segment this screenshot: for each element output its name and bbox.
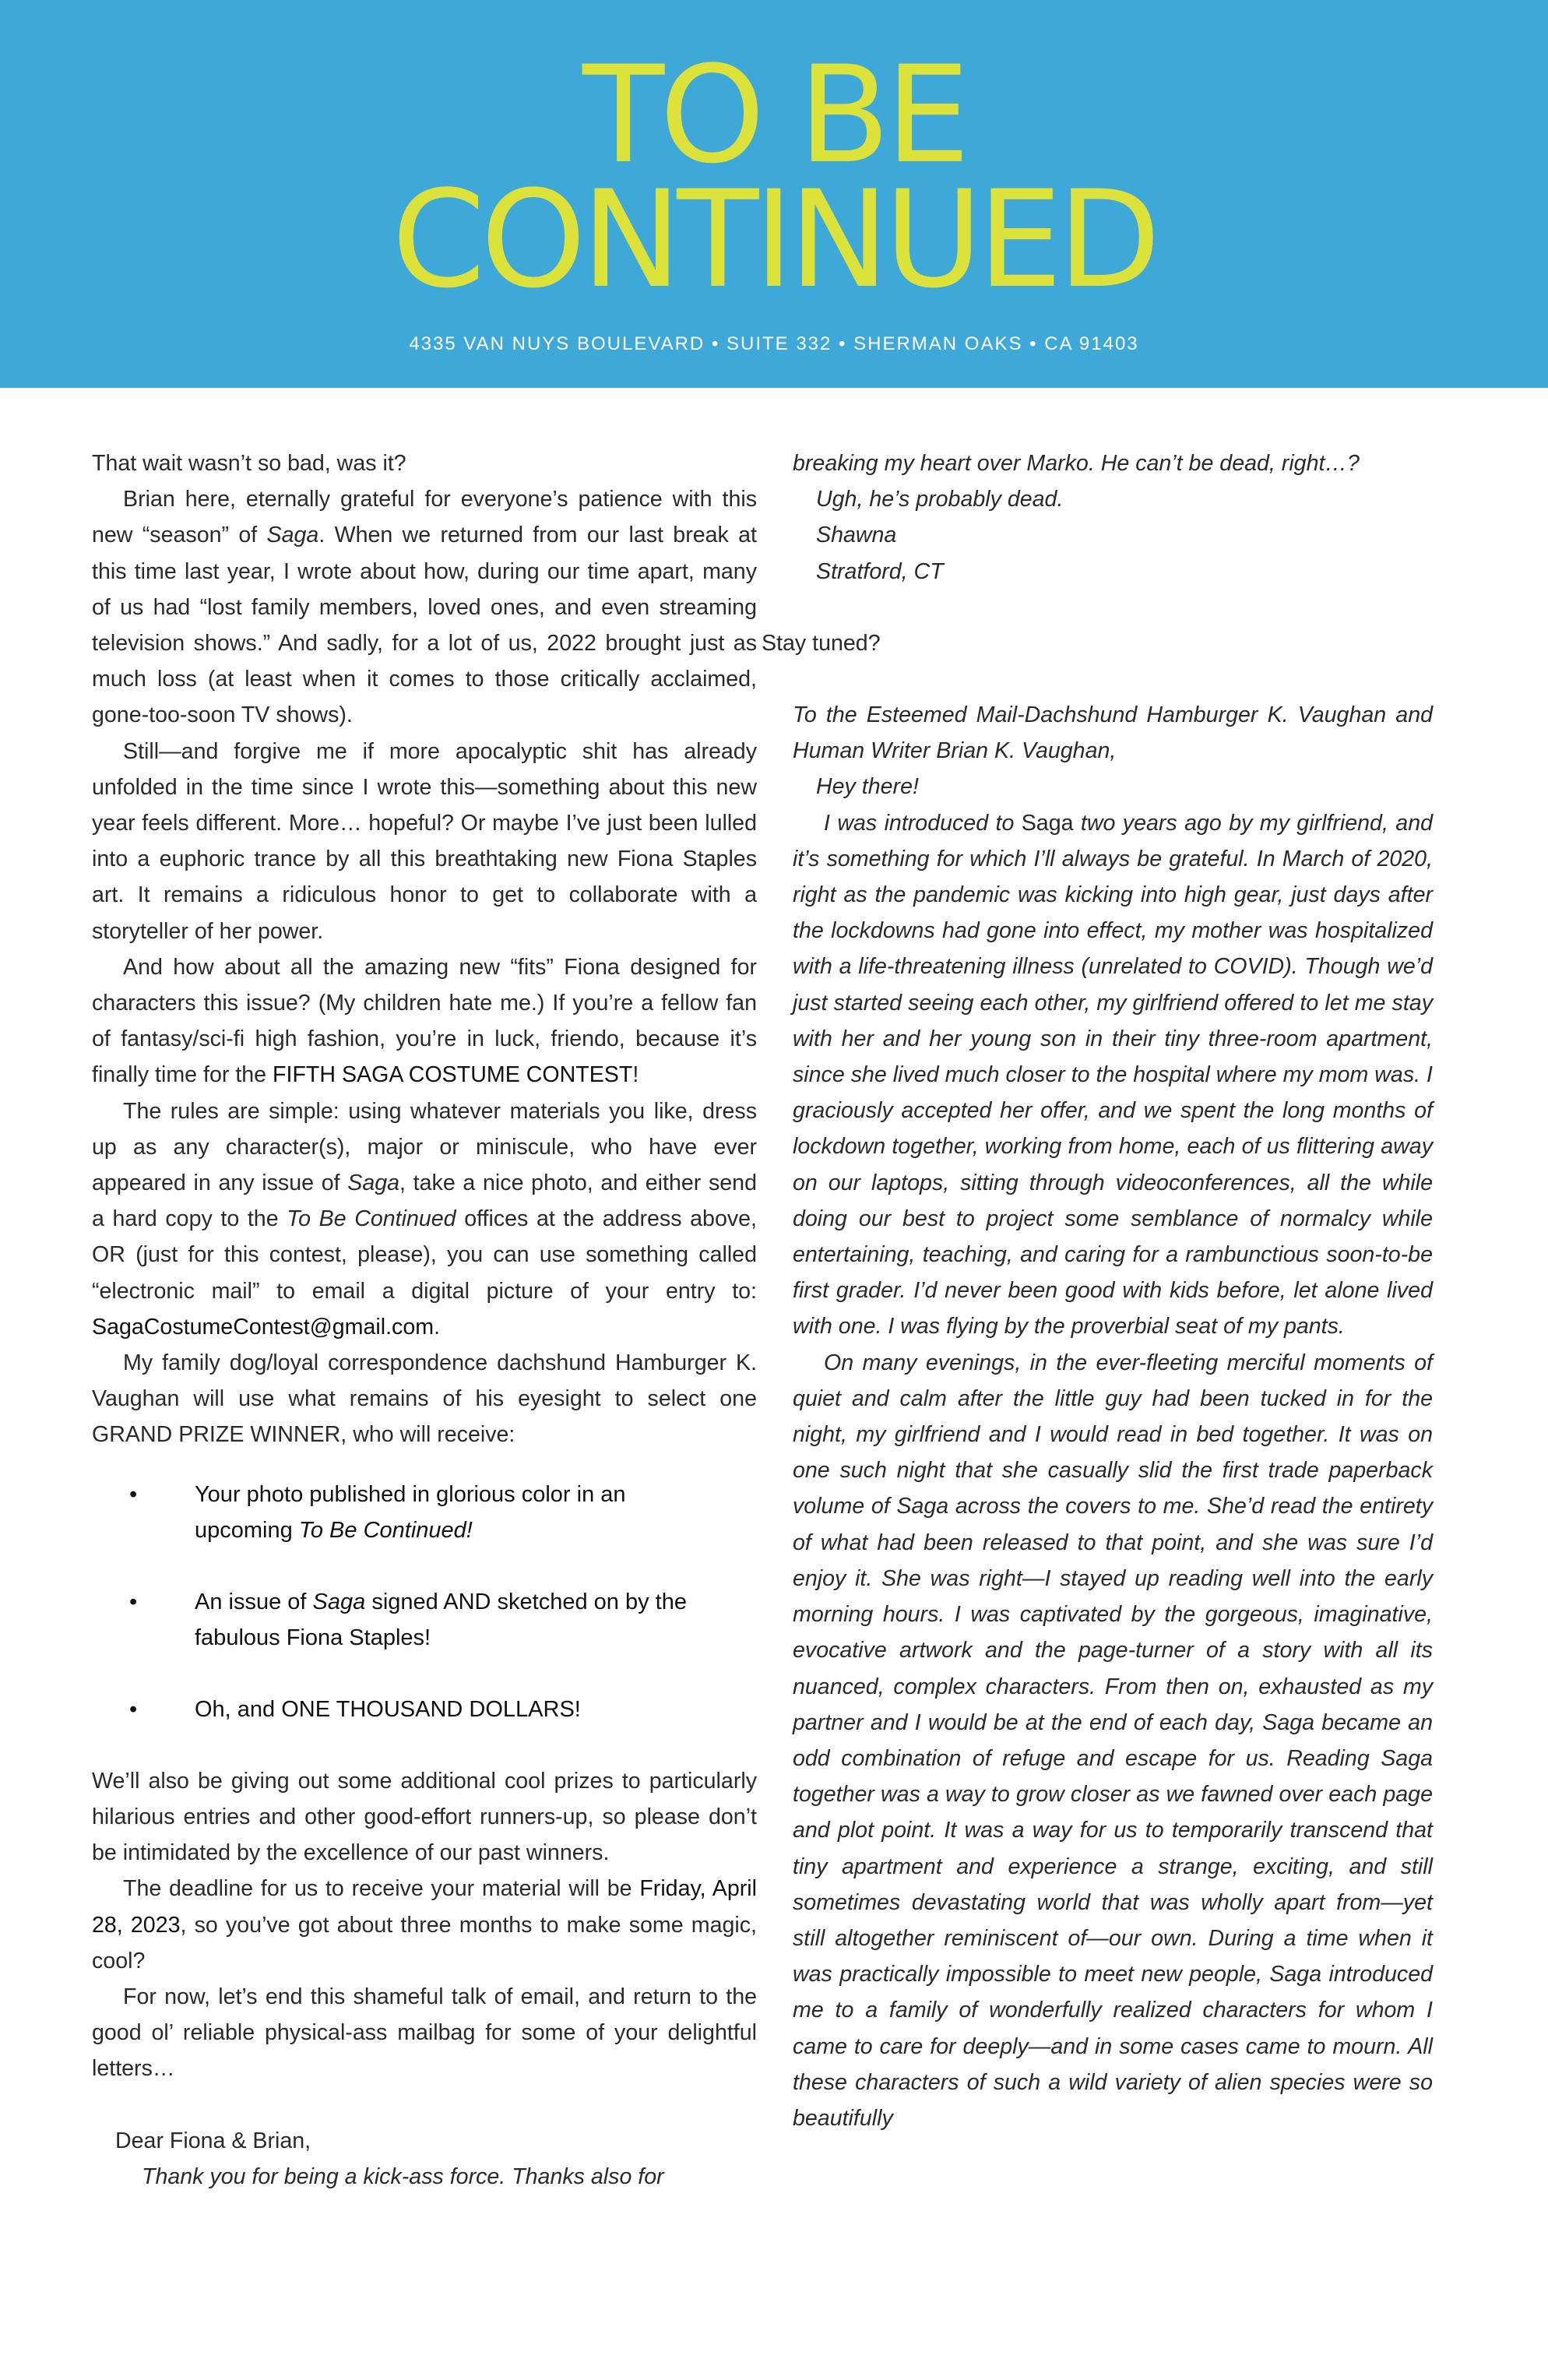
prize-list [92, 1477, 757, 1727]
letter-text: breaking my heart over Marko. He can’t be dead, right…? [793, 451, 1360, 476]
letter-location: Stratford, CT [816, 558, 944, 584]
list-item: • An issue of Saga signed AND sketched on by the fabulous Fiona Staples! [92, 1584, 757, 1656]
paragraph: The rules are simple: using whatever materials you like, dress up as any character(s), major or miniscule, who have ever appeared in any issue of Saga, take a nice photo, and either send a hard copy to the To Be Continued offices at the address above, OR (just for this contest, please), you can use something called “electronic mail” to email a digital picture of your entry to: SagaCostumeContest@gmail.com. [92, 1098, 757, 1340]
paragraph: The deadline for us to receive your material will be Friday, April 28, 2023, so you’ve got about three months to make some magic, cool? [92, 1876, 757, 1973]
letter-text: I was introduced to Saga two years ago by my girlfriend, and it’s something for which I’ll always be grateful. In March of 2020, right as the pandemic was kicking into high gear, just days after the lockdowns had gone into effect, my mother was hospitalized with a life-threatening illness (unrelated to COVID). Though we’d just started seeing each other, my girlfriend offered to let me stay with her and her young son in their tiny three-room apartment, since she lived much closer to the hospital where my mom was. I graciously accepted her offer, and we spent the long months of lockdown together, working from home, each of us flittering away on our laptops, sitting through videoconferences, all the while doing our best to project some semblance of normalcy while entertaining, teaching, and caring for a rambunctious soon-to-be first grader. I’d never been good with kids before, let alone lived with one. I was flying by the proverbial seat of my pants. [793, 810, 1433, 1340]
page-title-line1: TO BE [582, 37, 966, 193]
editor-reply: Stay tuned? [762, 630, 881, 656]
letter-text: On many evenings, in the ever-fleeting merciful moments of quiet and calm after the little guy had been tucked in for the night, my girlfriend and I would read in bed together. It was on one such night that she casually slid the first trade paperback volume of Saga across the covers to me. She’d read the entirety of what had been released to that point, and she was sure I’d enjoy it. She was right—I stayed up reading well into the early morning hours. I was captivated by the gorgeous, imaginative, evocative artwork and the page-turner of a story with all its nuanced, complex characters. From then on, exhausted as my partner and I would be at the end of each day, Saga became an odd combination of refuge and escape for us. Reading Saga together was a way to grow closer as we fawned over each page and plot point. It was a way for us to temporarily transcend that tiny apartment and experience a strange, exciting, and still sometimes devastating world that was wholly apart from—yet still altogether reminiscent of—our own. During a time when it was practically impossible to meet new people, Saga introduced me to a family of wonderfully realized characters for whom I came to care for deeply—and in some cases came to mourn. All these characters of such a wild variety of alien species were so beautifully [793, 1350, 1433, 2131]
paragraph: And how about all the amazing new “fits” Fiona designed for characters this issue? (My children hate me.) If you’re a fellow fan of fantasy/sci-fi high fashion, you’re in luck, friendo, because it’s finally time for the FIFTH SAGA COSTUME CONTEST! [92, 954, 757, 1088]
letter-text: Ugh, he’s probably dead. [816, 487, 1064, 512]
letter-text: Thank you for being a kick-ass force. Thanks also for [142, 2163, 664, 2189]
letter-salutation: To the Esteemed Mail-Dachshund Hamburger K. Vaughan and Human Writer Brian K. Vaughan, [793, 702, 1433, 764]
paragraph: Still—and forgive me if more apocalyptic shit has already unfolded in the time since I wrote this—something about this new year feels different. More… hopeful? Or maybe I’ve just been lulled into a euphoric trance by all this breathtaking new Fiona Staples art. It remains a ridiculous honor to get to collaborate with a storyteller of her power. [92, 738, 757, 944]
contest-email: SagaCostumeContest@gmail.com [92, 1314, 434, 1340]
right-column [762, 445, 1433, 2136]
list-item: • Oh, and ONE THOUSAND DOLLARS! [92, 1692, 757, 1727]
page-title-line2: CONTINUED [392, 161, 1156, 318]
bullet-icon: • [129, 1696, 138, 1722]
letter-signature: Shawna [816, 523, 897, 548]
letter-text: Hey there! [816, 774, 919, 800]
mailing-address: 4335 VAN NUYS BOULEVARD • SUITE 332 • SHERMAN OAKS • CA 91403 [409, 333, 1139, 354]
bullet-icon: • [129, 1589, 138, 1614]
deadline-date: Friday, April 28, 2023 [92, 1876, 757, 1938]
paragraph: Brian here, eternally grateful for everyone’s patience with this new “season” of Saga. When we returned from our last break at this time last year, I wrote about how, during our time apart, many of us had “lost family members, loved ones, and even streaming television shows.” And sadly, for a lot of us, 2022 brought just as much loss (at least when it comes to those critically acclaimed, gone-too-soon TV shows). [92, 487, 757, 728]
paragraph: We’ll also be giving out some additional cool prizes to particularly hilarious entries and other good-effort runners-up, so please don’t be intimidated by the excellence of our past winners. [92, 1768, 757, 1866]
list-item: • Your photo published in glorious color in an upcoming To Be Continued! [92, 1477, 757, 1548]
bullet-icon: • [129, 1481, 138, 1507]
letter-salutation: Dear Fiona & Brian, [115, 2128, 311, 2153]
contest-name: FIFTH SAGA COSTUME CONTEST [273, 1062, 633, 1088]
left-column [92, 445, 757, 2195]
opening-line: That wait wasn’t so bad, was it? [92, 451, 406, 476]
paragraph: For now, let’s end this shameful talk of email, and return to the good ol’ reliable physical-ass mailbag for some of your delightful letters… [92, 1984, 757, 2082]
header-banner [0, 0, 1548, 388]
paragraph: My family dog/loyal correspondence dachshund Hamburger K. Vaughan will use what remains of his eyesight to select one GRAND PRIZE WINNER, who will receive: [92, 1350, 757, 1448]
